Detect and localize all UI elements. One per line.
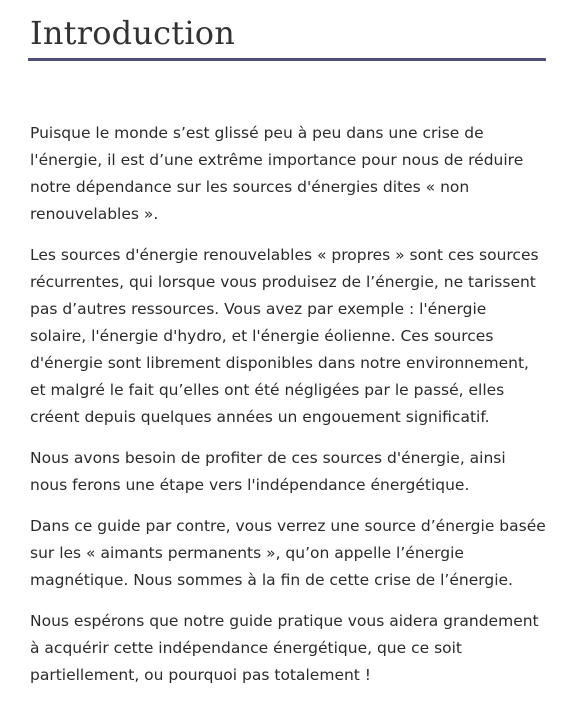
text-line: renouvelables ». [30, 205, 159, 223]
text-line: pas d’autres ressources. Vous avez par exemple : l'énergie [30, 300, 487, 318]
text-line: récurrentes, qui lorsque vous produisez de l’énergie, ne tarissent [30, 273, 536, 291]
text-line: notre dépendance sur les sources d'énergies dites « non [30, 178, 470, 196]
text-line: solaire, l'énergie d'hydro, et l'énergie éolienne. Ces sources [30, 327, 494, 345]
page-title: Introduction [30, 14, 236, 52]
text-line: à acquérir cette indépendance énergétique, que ce soit [30, 639, 463, 657]
text-line: partiellement, ou pourquoi pas totalement ! [30, 666, 372, 684]
paragraph-1 [30, 120, 550, 228]
text-line: Dans ce guide par contre, vous verrez une source d’énergie basée [30, 517, 546, 535]
paragraph-2 [30, 242, 550, 431]
text-line: créent depuis quelques années un engouement significatif. [30, 408, 490, 426]
title-underline [28, 58, 546, 61]
text-line: Nous avons besoin de profiter de ces sources d'énergie, ainsi [30, 449, 506, 467]
text-line: d'énergie sont librement disponibles dans notre environnement, [30, 354, 529, 372]
text-line: l'énergie, il est d’une extrême importance pour nous de réduire [30, 151, 524, 169]
text-line: sur les « aimants permanents », qu’on appelle l’énergie [30, 544, 464, 562]
text-line: et malgré le fait qu’elles ont été négligées par le passé, elles [30, 381, 505, 399]
text-line: magnétique. Nous sommes à la fin de cette crise de l’énergie. [30, 571, 513, 589]
text-line: Nous espérons que notre guide pratique vous aidera grandement [30, 612, 539, 630]
text-line: nous ferons une étape vers l'indépendance énergétique. [30, 476, 470, 494]
paragraph-5 [30, 608, 550, 689]
paragraph-4 [30, 513, 550, 594]
paragraph-3 [30, 445, 550, 499]
text-line: Puisque le monde s’est glissé peu à peu dans une crise de [30, 124, 484, 142]
document-body [30, 120, 550, 703]
text-line: Les sources d'énergie renouvelables « propres » sont ces sources [30, 246, 539, 264]
